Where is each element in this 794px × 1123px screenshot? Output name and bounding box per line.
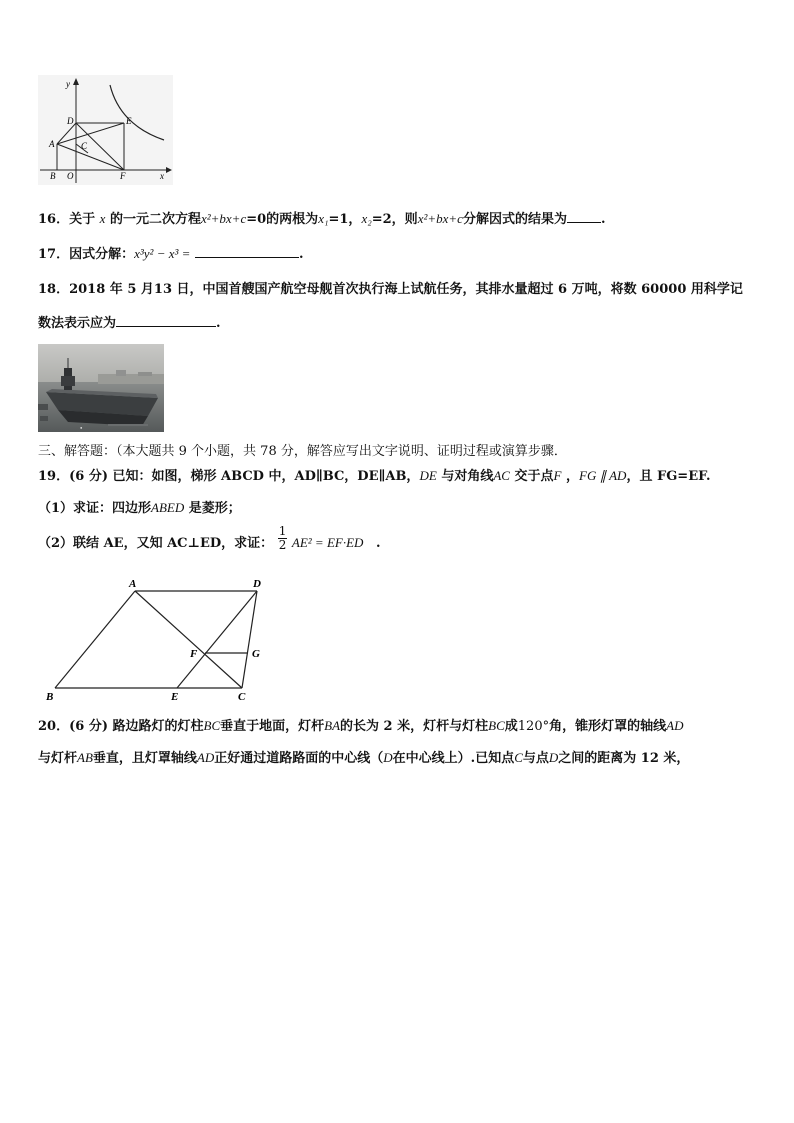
aircraft-carrier-photo bbox=[38, 344, 164, 432]
label-B: B bbox=[50, 171, 56, 181]
fraction-half: $\frac{1}{2}$ bbox=[278, 524, 287, 552]
label-B: B bbox=[46, 691, 54, 703]
section-3-header: 三、解答题：（本大题共 9 个小题，共 78 分，解答应写出文字说明、证明过程或演算步骤． bbox=[38, 444, 567, 459]
question-17: 17．因式分解：x³y² − x³ = . bbox=[38, 246, 304, 262]
label-x: x bbox=[160, 171, 164, 181]
answer-blank-18[interactable] bbox=[116, 313, 216, 327]
label-A: A bbox=[49, 139, 55, 149]
answer-blank-16[interactable] bbox=[567, 209, 601, 223]
label-y: y bbox=[66, 79, 70, 89]
question-19-part1: （1）求证：四边形ABED 是菱形； bbox=[38, 500, 241, 516]
label-C: C bbox=[238, 691, 246, 703]
trapezoid-figure bbox=[40, 574, 280, 706]
question-19: 19．(6 分) 已知：如图，梯形 ABCD 中，AD∥BC，DE∥AB，DE 与对角线AC 交于点F ，FG ∥ AD，且 FG=EF. bbox=[38, 468, 711, 484]
answer-blank-17[interactable] bbox=[195, 244, 299, 258]
question-18-line2: 数法表示应为 . bbox=[38, 313, 221, 333]
label-F: F bbox=[120, 171, 126, 181]
label-E: E bbox=[171, 691, 179, 703]
label-D: D bbox=[253, 578, 261, 590]
label-O: O bbox=[67, 171, 74, 181]
label-C: C bbox=[81, 141, 88, 151]
question-20-line1: 20．(6 分) 路边路灯的灯柱BC垂直于地面，灯杆BA的长为 2 米，灯杆与灯柱BC成120°角，锥形灯罩的轴线AD bbox=[38, 718, 684, 734]
question-19-part2: （2）联结 AE，又知 AC⊥ED，求证： $\frac{1}{2}$ AE² = EF·ED . bbox=[38, 524, 381, 552]
label-E: E bbox=[126, 116, 132, 126]
label-G: G bbox=[252, 648, 260, 660]
question-20-line2: 与灯杆AB垂直，且灯罩轴线AD正好通过道路路面的中心线（D在中心线上）.已知点C与点D之间的距离为 12 米， bbox=[38, 750, 690, 766]
label-A: A bbox=[129, 578, 137, 590]
svg-text:●: ● bbox=[80, 425, 83, 430]
coordinate-figure bbox=[38, 75, 173, 185]
question-18-line1: 18．2018 年 5 月13 日，中国首艘国产航空母舰首次执行海上试航任务，其排水量超过 6 万吨，将数 60000 用科学记 bbox=[38, 282, 743, 297]
label-D: D bbox=[67, 116, 74, 126]
question-16: 16．关于 x 的一元二次方程x²+bx+c=0的两根为x₁=1，x₂=2，则x²+bx+c分解因式的结果为 . bbox=[38, 211, 606, 227]
label-F: F bbox=[190, 648, 198, 660]
